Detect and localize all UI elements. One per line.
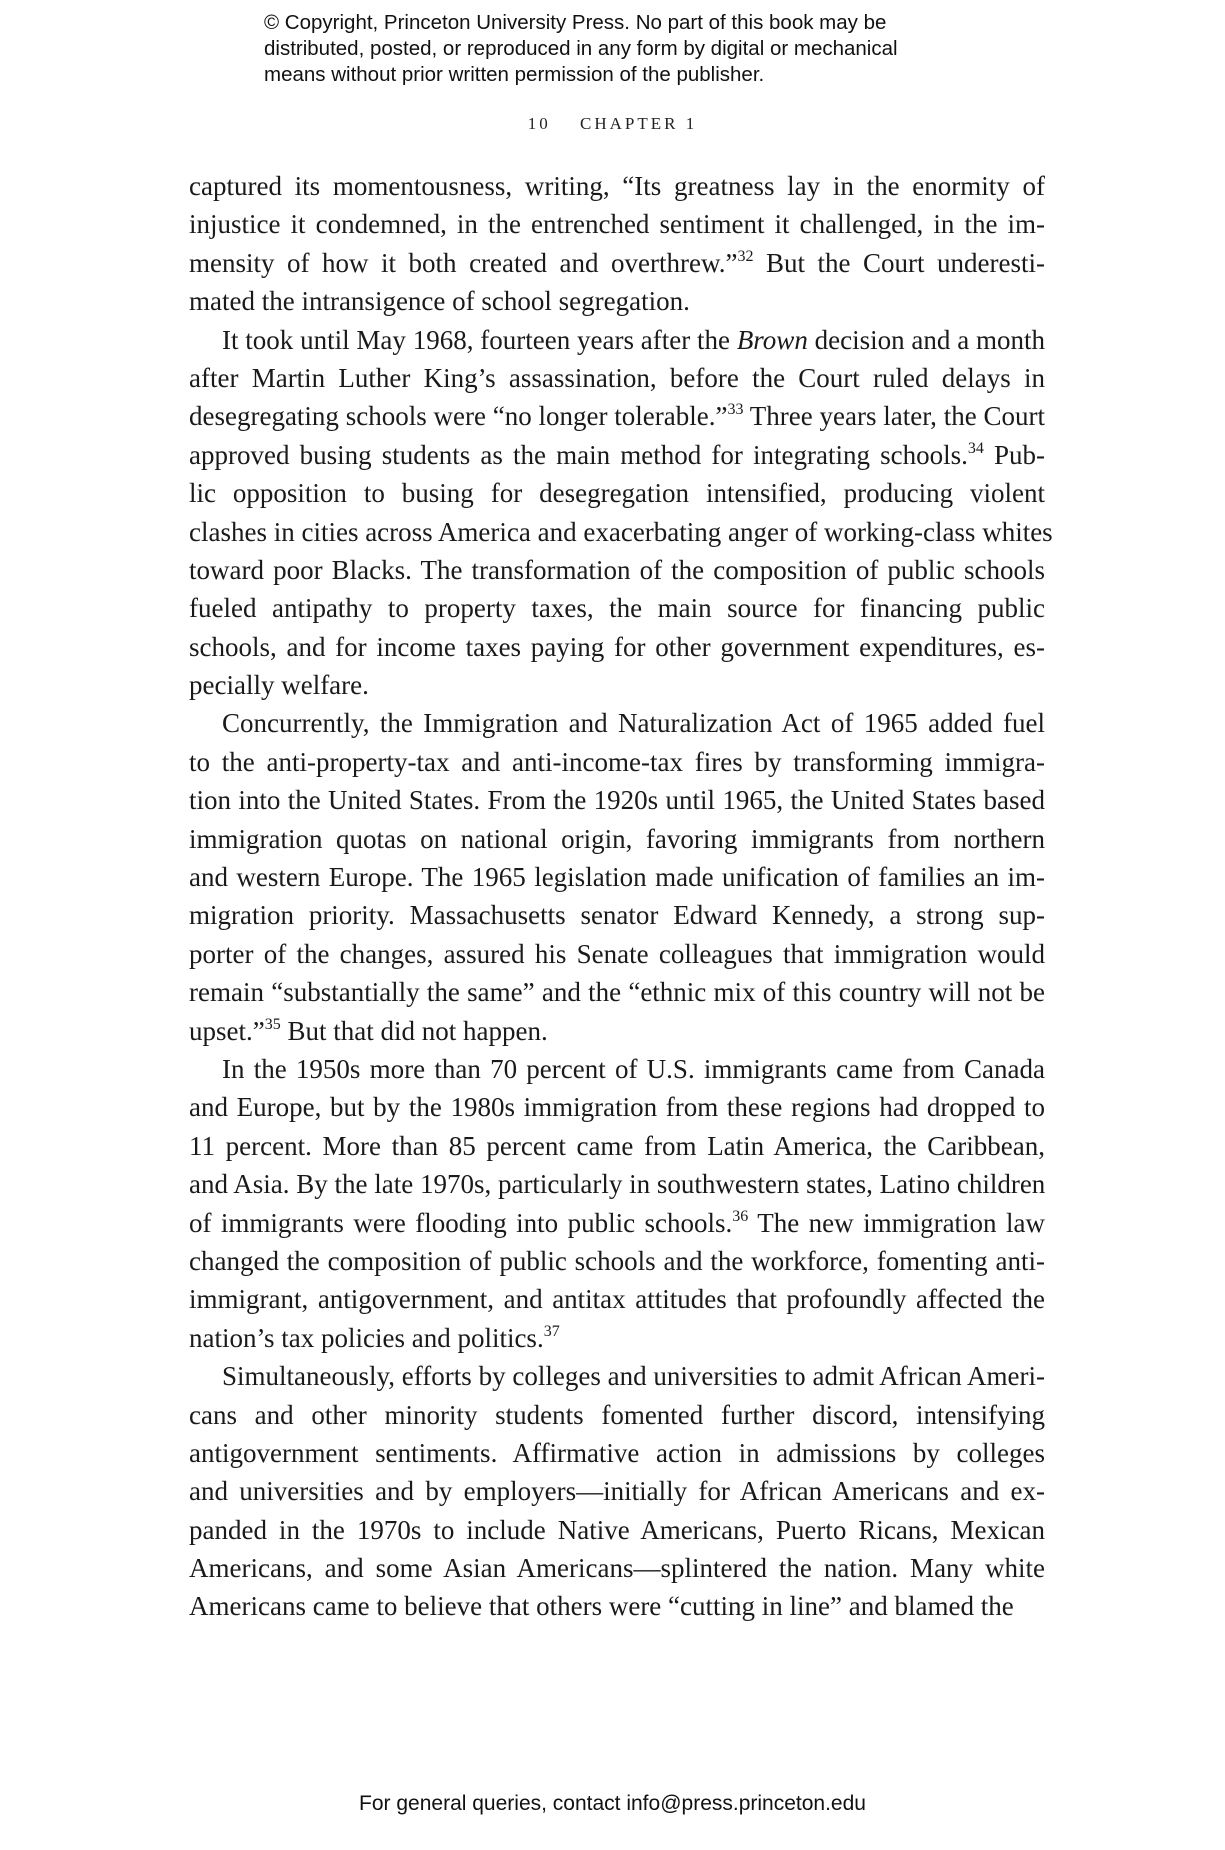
text-line: 11 percent. More than 85 percent came from Latin America, the Caribbean, (189, 1130, 1045, 1161)
copyright-notice (264, 10, 1024, 88)
text-line: Simultaneously, efforts by colleges and universities to admit African Ameri- (222, 1361, 1045, 1392)
copyright-line: means without prior written permission of the publisher. (264, 63, 765, 86)
text-line: migration priority. Massachusetts senator Edward Kennedy, a strong sup- (189, 900, 1045, 931)
text-line: approved busing students as the main method for integrating schools.$^{34}$ Pub- (189, 439, 1045, 470)
text-line: and western Europe. The 1965 legislation made unification of families an im- (189, 862, 1045, 893)
paragraph (189, 704, 1045, 1050)
text-line: of immigrants were flooding into public schools.$^{36}$ The new immigration law (189, 1207, 1045, 1238)
paragraph (189, 321, 1053, 705)
note-ref: 33 (727, 401, 744, 419)
paragraph (189, 1050, 1045, 1357)
chapter-label: CHAPTER 1 (580, 114, 698, 133)
text-line: to the anti-property-tax and anti-income-tax fires by transforming immigra- (189, 746, 1045, 777)
text-line: fueled antipathy to property taxes, the main source for financing public (189, 593, 1045, 624)
text-line: mensity of how it both created and overthrew.”$^{32}$ But the Court underesti- (189, 247, 1045, 278)
text-line: immigration quotas on national origin, favoring immigrants from northern (189, 823, 1045, 854)
text-line: captured its momentousness, writing, “Its greatness lay in the enormity of (189, 171, 1045, 201)
text-line: cans and other minority students fomented further discord, intensifying (189, 1399, 1045, 1430)
text-line: remain “substantially the same” and the “ethnic mix of this country will not be (189, 977, 1045, 1008)
text-line: It took until May 1968, fourteen years after the Brown decision and a month (222, 324, 1045, 355)
text-line: changed the composition of public schools and the workforce, fomenting anti- (189, 1245, 1045, 1276)
text-line: upset.”$^{35}$ But that did not happen. (189, 1015, 548, 1046)
note-ref: 37 (543, 1322, 560, 1340)
text-line: injustice it condemned, in the entrenched sentiment it challenged, in the im- (189, 209, 1045, 240)
text-line: In the 1950s more than 70 percent of U.S. immigrants came from Canada (222, 1053, 1045, 1084)
text-line: Americans came to believe that others were “cutting in line” and blamed the (189, 1591, 1014, 1622)
copyright-line: © Copyright, Princeton University Press. No part of this book may be (264, 11, 887, 34)
text-line: desegregating schools were “no longer tolerable.”$^{33}$ Three years later, the Court (189, 401, 1045, 432)
text-line: and Asia. By the late 1970s, particularly in southwestern states, Latino children (189, 1169, 1046, 1200)
note-ref: 34 (967, 439, 984, 457)
text-line: schools, and for income taxes paying for other government expenditures, es- (189, 631, 1045, 662)
text-line: antigovernment sentiments. Affirmative action in admissions by colleges (189, 1437, 1045, 1468)
text-line: porter of the changes, assured his Senate colleagues that immigration would (189, 938, 1045, 969)
text-line: mated the intransigence of school segregation. (189, 286, 690, 317)
paragraph (189, 167, 1045, 321)
page-number: 10 (527, 114, 551, 133)
text-line: and Europe, but by the 1980s immigration from these regions had dropped to (189, 1092, 1045, 1123)
text-line: and universities and by employers—initially for African Americans and ex- (189, 1476, 1045, 1507)
text-line: pecially welfare. (189, 670, 369, 701)
text-line: toward poor Blacks. The transformation of the composition of public schools (189, 554, 1045, 585)
text-line: nation’s tax policies and politics.$^{37}$ (189, 1322, 560, 1353)
text-line: lic opposition to busing for desegregation intensified, producing violent (189, 478, 1045, 509)
text-line: panded in the 1970s to include Native Americans, Puerto Ricans, Mexican (189, 1514, 1045, 1545)
body-text (189, 167, 1053, 1626)
footer-contact: For general queries, contact info@press.princeton.edu (359, 1792, 866, 1815)
note-ref: 32 (737, 247, 754, 265)
text-line: Concurrently, the Immigration and Naturalization Act of 1965 added fuel (222, 708, 1045, 739)
paragraph (189, 1357, 1045, 1626)
running-head (0, 114, 1225, 134)
text-line: clashes in cities across America and exacerbating anger of working-class whites (189, 516, 1053, 547)
copyright-line: distributed, posted, or reproduced in any form by digital or mechanical (264, 37, 898, 60)
text-line: tion into the United States. From the 1920s until 1965, the United States based (189, 785, 1045, 816)
note-ref: 36 (732, 1207, 749, 1225)
text-line: immigrant, antigovernment, and antitax attitudes that profoundly affected the (189, 1284, 1045, 1315)
text-line: after Martin Luther King’s assassination, before the Court ruled delays in (189, 362, 1045, 393)
text-line: Americans, and some Asian Americans—splintered the nation. Many white (189, 1553, 1045, 1584)
note-ref: 35 (264, 1015, 281, 1033)
